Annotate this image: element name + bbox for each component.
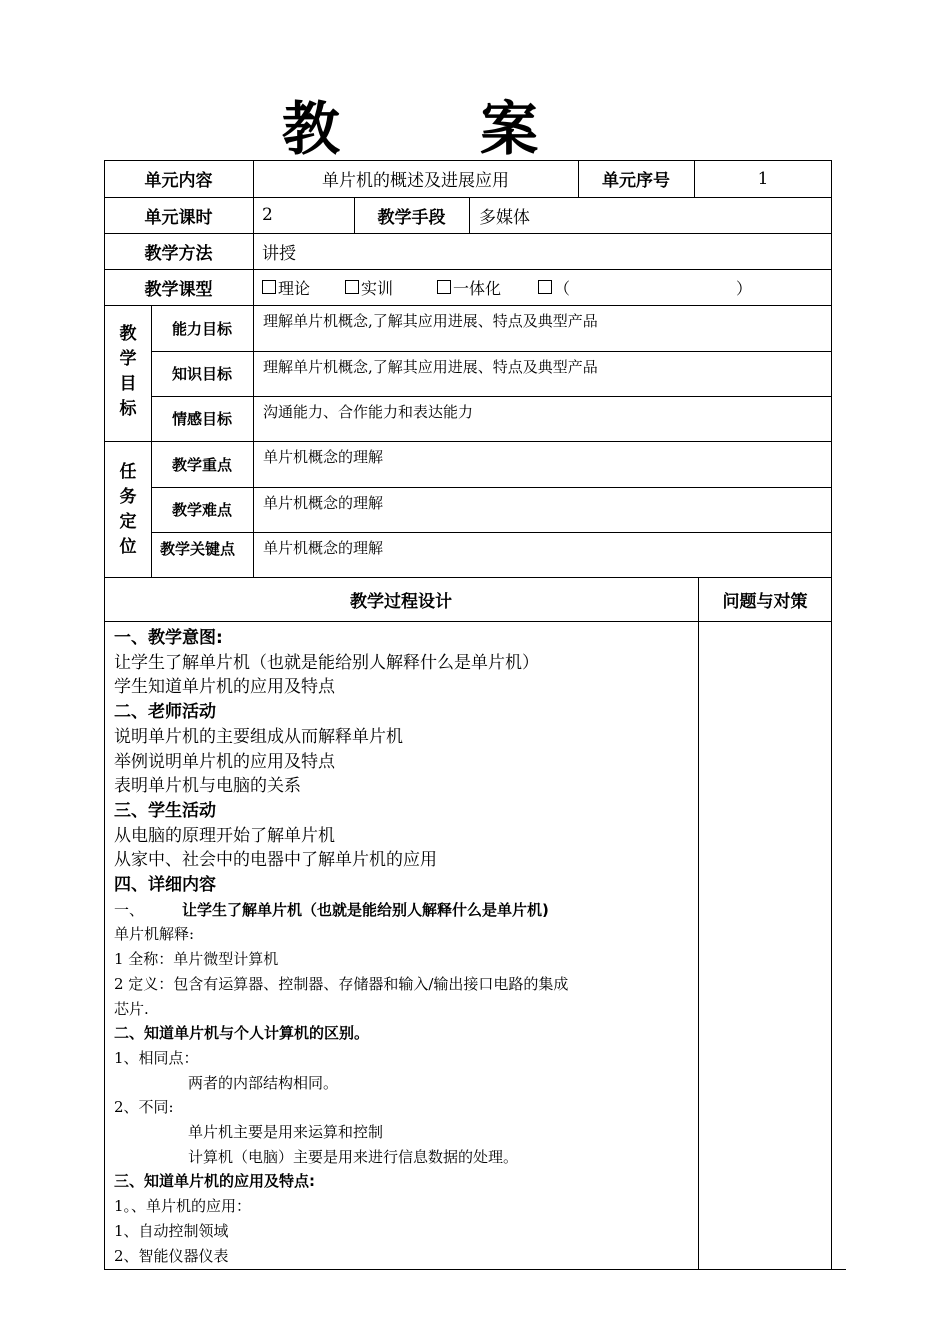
content-line: 芯片.	[114, 999, 149, 1018]
content-line: 表明单片机与电脑的关系	[114, 776, 301, 797]
ability-goal-label: 能力目标	[171, 319, 232, 338]
content-line: 两者的内部结构相同。	[188, 1073, 339, 1092]
section-heading: 一、教学意图:	[114, 628, 223, 648]
unit-hours-label: 单元课时	[144, 207, 213, 228]
content-line: 计算机（电脑）主要是用来进行信息数据的处理。	[188, 1147, 519, 1166]
section-heading: 三、学生活动	[114, 800, 216, 821]
checkbox-icon	[538, 280, 552, 294]
content-line: 2、智能仪器仪表	[114, 1246, 229, 1265]
section-heading: 三、知道单片机的应用及特点:	[114, 1172, 315, 1191]
unit-content-label: 单元内容	[144, 171, 213, 191]
content-line: 1、相同点：	[114, 1048, 199, 1067]
tasks-group-label: 任 务 定 位	[119, 462, 137, 557]
crucial-point-label: 教学关键点	[160, 540, 236, 558]
content-line: 1 全称：单片微型计算机	[114, 950, 279, 969]
issues-header: 问题与对策	[722, 591, 808, 612]
teaching-method-label: 教学方法	[144, 243, 213, 264]
crucial-point-value: 单片机概念的理解	[263, 539, 384, 557]
ability-goal-value: 理解单片机概念,了解其应用进展、特点及典型产品	[263, 312, 598, 330]
content-line: 从电脑的原理开始了解单片机	[114, 825, 335, 846]
content-line: 2、不同:	[114, 1098, 174, 1117]
difficult-point-label: 教学难点	[171, 501, 232, 519]
content-line: 单片机主要是用来运算和控制	[188, 1123, 384, 1142]
unit-hours-value: 2	[262, 205, 273, 225]
content-line: 学生知道单片机的应用及特点	[114, 677, 335, 698]
knowledge-goal-label: 知识目标	[171, 365, 232, 383]
lesson-type-other-close: ）	[736, 278, 753, 298]
content-line: 1。、单片机的应用：	[114, 1197, 252, 1216]
emotion-goal-label: 情感目标	[171, 410, 232, 428]
goals-group-label: 教 学 目 标	[119, 324, 137, 419]
content-line: 一、 让学生了解单片机（也就是能给别人解释什么是单片机)	[114, 900, 549, 919]
page-title: 教 案	[281, 95, 599, 163]
teaching-means-label: 教学手段	[377, 207, 446, 228]
checkbox-icon	[262, 280, 276, 294]
unit-no-label: 单元序号	[602, 171, 670, 191]
key-point-value: 单片机概念的理解	[263, 448, 384, 466]
process-content	[114, 626, 699, 1268]
key-point-label: 教学重点	[171, 455, 232, 474]
checkbox-icon	[345, 280, 359, 294]
process-header: 教学过程设计	[350, 591, 452, 612]
section-heading: 二、老师活动	[114, 702, 216, 723]
lesson-type-label: 教学课型	[144, 279, 213, 300]
difficult-point-value: 单片机概念的理解	[263, 494, 384, 512]
content-line: 1、自动控制领域	[114, 1221, 229, 1240]
lesson-type-practice[interactable]: 实训	[345, 269, 435, 305]
checkbox-icon	[437, 280, 451, 294]
content-line: 说明单片机的主要组成从而解释单片机	[114, 726, 403, 747]
unit-no-value: 1	[757, 168, 769, 189]
content-line: 举例说明单片机的应用及特点	[114, 751, 335, 772]
lesson-type-theory[interactable]: 理论	[262, 269, 352, 305]
lesson-type-other[interactable]: （	[538, 269, 598, 305]
content-line: 2 定义：包含有运算器、控制器、存储器和输入/输出接口电路的集成	[114, 974, 569, 993]
emotion-goal-value: 沟通能力、合作能力和表达能力	[263, 403, 474, 421]
teaching-means-value: 多媒体	[479, 207, 530, 228]
teaching-method-value: 讲授	[262, 243, 296, 264]
content-line: 单片机解释:	[114, 925, 195, 944]
content-line: 让学生了解单片机（也就是能给别人解释什么是单片机）	[114, 652, 539, 673]
section-heading: 二、知道单片机与个人计算机的区别。	[114, 1024, 370, 1043]
content-line: 从家中、社会中的电器中了解单片机的应用	[114, 850, 437, 871]
lesson-type-integrated[interactable]: 一体化	[437, 269, 537, 305]
knowledge-goal-value: 理解单片机概念,了解其应用进展、特点及典型产品	[263, 358, 598, 376]
unit-content-value: 单片机的概述及进展应用	[322, 171, 509, 191]
section-heading: 四、详细内容	[114, 875, 216, 896]
